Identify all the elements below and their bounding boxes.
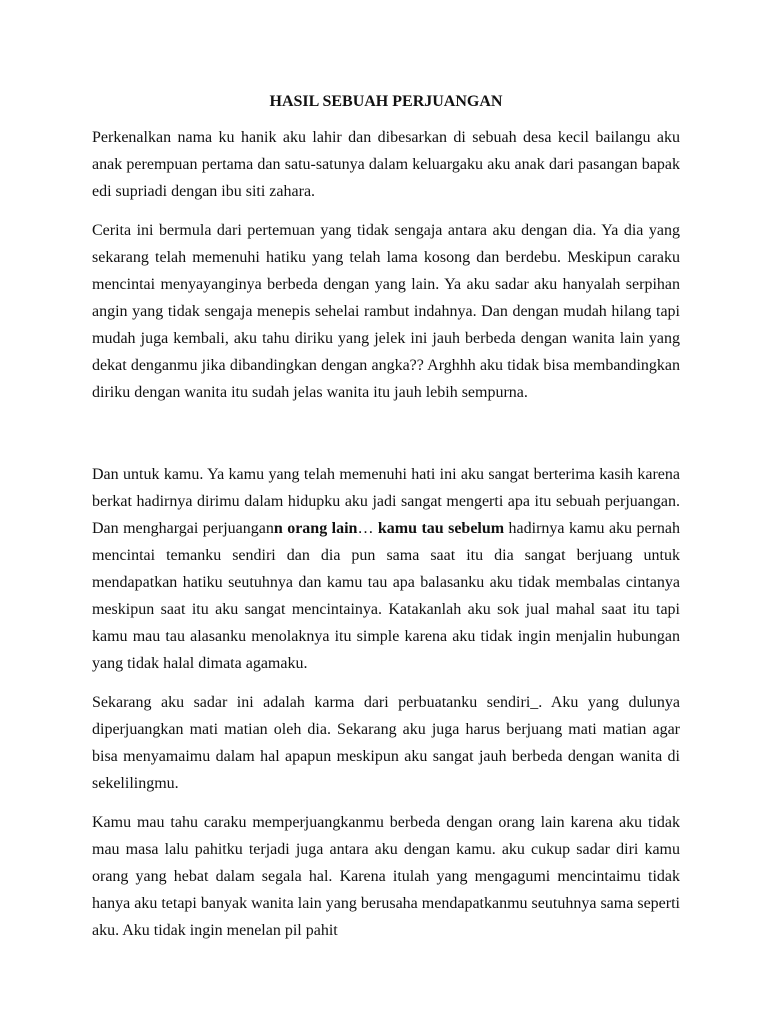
paragraph-for-you-bold-2: kamu tau sebelum xyxy=(373,520,505,537)
paragraph-for-you xyxy=(92,461,680,677)
paragraph-karma: Sekarang aku sadar ini adalah karma dari perbuatanku sendiri_. Aku yang dulunya diperjuangkan mati matian oleh dia. Sekarang aku juga harus berjuang mati matian agar bisa menyamaimu dalam hal apapun meskipun aku sangat jauh berbeda dengan wanita di sekelilingmu. xyxy=(92,694,680,792)
paragraph-story-beginning: Cerita ini bermula dari pertemuan yang tidak sengaja antara aku dengan dia. Ya dia yang sekarang telah memenuhi hatiku yang telah lama kosong dan berdebu. Meskipun caraku mencintai menyayanginya berbeda dengan yang lain. Ya aku sadar aku hanyalah serpihan angin yang tidak sengaja menepis sehelai rambut indahnya. Dan dengan mudah hilang tapi mudah juga kembali, aku tahu diriku yang jelek ini jauh berbeda dengan wanita lain yang dekat denganmu jika dibandingkan dengan angka?? Arghhh aku tidak bisa membandingkan diriku dengan wanita itu sudah jelas wanita itu jauh lebih sempurna. xyxy=(92,222,680,401)
document-page xyxy=(92,90,680,956)
paragraph-for-you-bold-1: n orang lain xyxy=(273,520,358,537)
document-title: HASIL SEBUAH PERJUANGAN xyxy=(269,93,503,110)
paragraph-intro: Perkenalkan nama ku hanik aku lahir dan dibesarkan di sebuah desa kecil bailangu aku anak perempuan pertama dan satu-satunya dalam keluargaku aku anak dari pasangan bapak edi supriadi dengan ibu siti zahara. xyxy=(92,129,680,200)
paragraph-my-way: Kamu mau tahu caraku memperjuangkanmu berbeda dengan orang lain karena aku tidak mau masa lalu pahitku terjadi juga antara aku dengan kamu. aku cukup sadar diri kamu orang yang hebat dalam segala hal. Karena itulah yang mengagumi mencintaimu tidak hanya aku tetapi banyak wanita lain yang berusaha mendapatkanmu seutuhnya sama seperti aku. Aku tidak ingin menelan pil pahit xyxy=(92,814,680,939)
paragraph-for-you-part-2: hadirnya kamu aku pernah mencintai temanku sendiri dan dia pun sama saat itu dia sangat berjuang untuk mendapatkan hatiku seutuhnya dan kamu tau apa balasanku aku tidak membalas cintanya meskipun saat itu aku sangat mencintainya. Katakanlah aku sok jual mahal saat itu tapi kamu mau tau alasanku menolaknya itu simple karena aku tidak ingin menjalin hubungan yang tidak halal dimata agamaku. xyxy=(92,520,681,672)
paragraph-for-you-part-1: Dan untuk kamu. Ya kamu yang telah memenuhi hati ini aku sangat berterima kasih karena berkat hadirnya dirimu dalam hidupku aku jadi sangat mengerti apa itu sebuah perjuangan. Dan menghargai perjuangan xyxy=(92,466,680,537)
paragraph-for-you-ellipsis: … xyxy=(357,520,374,537)
